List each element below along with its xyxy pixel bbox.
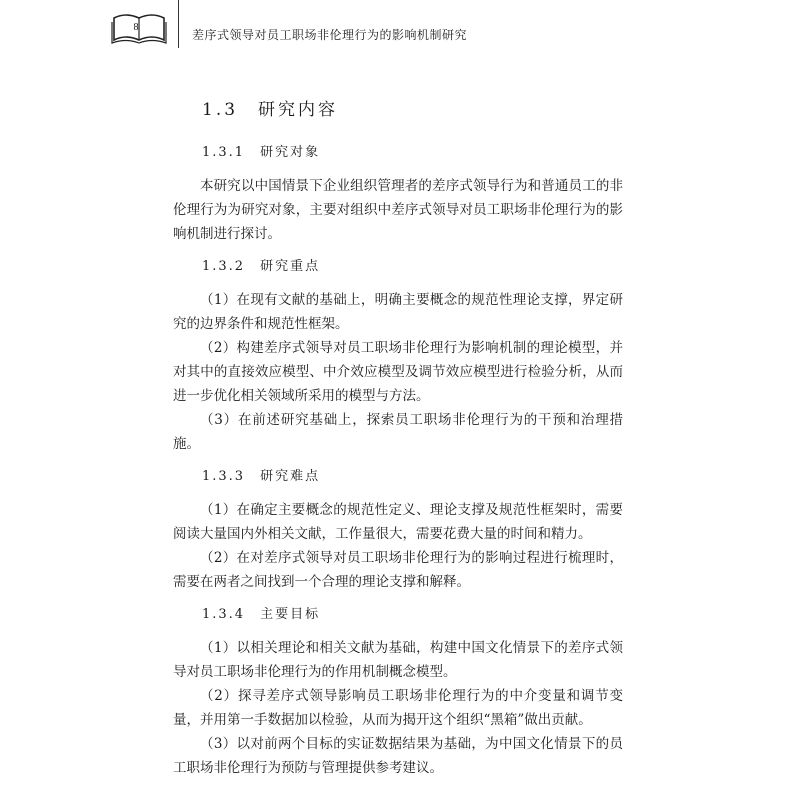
paragraph: （2）探寻差序式领导影响员工职场非伦理行为的中介变量和调节变量，并用第一手数据加以检验，从而为揭开这个组织“黑箱”做出贡献。 (173, 688, 623, 728)
paragraph: （3）以对前两个目标的实证数据结果为基础，为中国文化情景下的员工职场非伦理行为预防与管理提供参考建议。 (173, 736, 623, 776)
paragraph: （2）在对差序式领导对员工职场非伦理行为的影响过程进行梳理时，需要在两者之间找到一个合理的理论支撑和解释。 (173, 550, 623, 590)
subsection-heading: 1.3.2 研究重点 (202, 259, 321, 274)
header-divider (178, 0, 179, 48)
subsection-heading: 1.3.3 研究难点 (202, 469, 321, 484)
paragraph: （3）在前述研究基础上，探索员工职场非伦理行为的干预和治理措施。 (173, 412, 623, 452)
paragraph: （2）构建差序式领导对员工职场非伦理行为影响机制的理论模型，并对其中的直接效应模型、中介效应模型及调节效应模型进行检验分析，从而进一步优化相关领域所采用的模型与方法。 (173, 340, 623, 404)
page-number: 8 (133, 22, 139, 33)
subsection-heading: 1.3.1 研究对象 (202, 145, 321, 160)
subsection-heading: 1.3.4 主要目标 (202, 607, 321, 622)
paragraph: （1）在现有文献的基础上，明确主要概念的规范性理论支撑，界定研究的边界条件和规范性框架。 (173, 292, 623, 332)
page-content (173, 80, 623, 780)
paragraph: （1）在确定主要概念的规范性定义、理论支撑及规范性框架时，需要阅读大量国内外相关文献，工作量很大，需要花费大量的时间和精力。 (173, 502, 623, 542)
page-header (0, 0, 800, 60)
paragraph: （1）以相关理论和相关文献为基础，构建中国文化情景下的差序式领导对员工职场非伦理行为的作用机制概念模型。 (173, 640, 623, 680)
paragraph: 本研究以中国情景下企业组织管理者的差序式领导行为和普通员工的非伦理行为为研究对象，主要对组织中差序式领导对员工职场非伦理行为的影响机制进行探讨。 (173, 178, 623, 242)
running-title: 差序式领导对员工职场非伦理行为的影响机制研究 (192, 28, 468, 42)
section-heading: 1.3 研究内容 (202, 100, 339, 120)
